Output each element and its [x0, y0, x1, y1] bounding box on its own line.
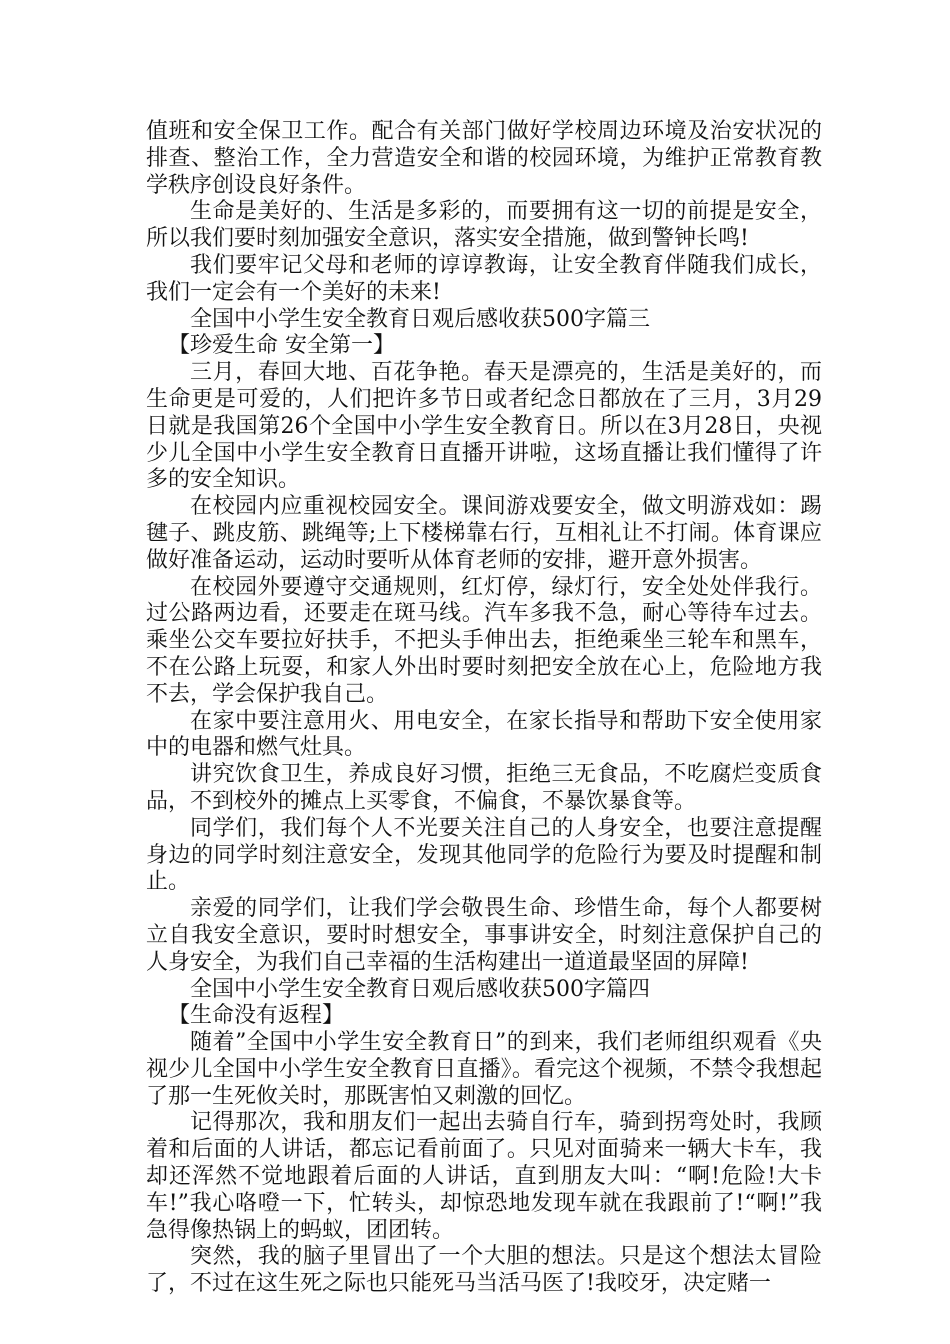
paragraph: 三月，春回大地、百花争艳。春天是漂亮的，生活是美好的，而生命更是可爱的，人们把许多节日或者纪念日都放在了三月，3月29日就是我国第26个全国中小学生安全教育日。所以在3月28日，央视少儿全国中小学生安全教育日直播开讲啦，这场直播让我们懂得了许多的安全知识。: [146, 360, 822, 493]
paragraph: 记得那次，我和朋友们一起出去骑自行车，骑到拐弯处时，我顾着和后面的人讲话，都忘记看前面了。只见对面骑来一辆大卡车，我却还浑然不觉地跟着后面的人讲话，直到朋友大叫：“啊!危险!大卡车!”我心咯噔一下，忙转头，却惊恐地发现车就在我跟前了!“啊!”我急得像热锅上的蚂蚁，团团转。: [146, 1110, 822, 1243]
section-heading: 全国中小学生安全教育日观后感收获500字篇三: [190, 306, 650, 332]
paragraph: 在校园内应重视校园安全。课间游戏要安全，做文明游戏如：踢毽子、跳皮筋、跳绳等;上下楼梯靠右行，互相礼让不打闹。体育课应做好准备运动，运动时要听从体育老师的安排，避开意外损害。: [146, 494, 822, 573]
paragraph: 随着”全国中小学生安全教育日”的到来，我们老师组织观看《央视少儿全国中小学生安全教育日直播》。看完这个视频，不禁令我想起了那一生死攸关时，那既害怕又刺激的回忆。: [146, 1030, 822, 1109]
paragraph: 亲爱的同学们，让我们学会敬畏生命、珍惜生命，每个人都要树立自我安全意识，要时时想安全，事事讲安全，时刻注意保护自己的人身安全，为我们自己幸福的生活构建出一道道最坚固的屏障!: [146, 896, 822, 975]
paragraph-continuation: 值班和安全保卫工作。配合有关部门做好学校周边环境及治安状况的排查、整治工作，全力营造安全和谐的校园环境，为维护正常教育教学秩序创设良好条件。: [146, 119, 822, 198]
section-heading: 全国中小学生安全教育日观后感收获500字篇四: [190, 976, 650, 1002]
paragraph: 讲究饮食卫生，养成良好习惯，拒绝三无食品，不吃腐烂变质食品，不到校外的摊点上买零食，不偏食，不暴饮暴食等。: [146, 762, 822, 814]
paragraph: 在家中要注意用火、用电安全，在家长指导和帮助下安全使用家中的电器和燃气灶具。: [146, 708, 822, 761]
paragraph: 突然，我的脑子里冒出了一个大胆的想法。只是这个想法太冒险了，不过在这生死之际也只能死马当活马医了!我咬牙，决定赌一: [146, 1244, 822, 1297]
document-page: [146, 119, 822, 1298]
paragraph: 在校园外要遵守交通规则，红灯停，绿灯行，安全处处伴我行。过公路两边看，还要走在斑马线。汽车多我不急，耐心等待车过去。乘坐公交车要拉好扶手，不把头手伸出去，拒绝乘坐三轮车和黑车，不在公路上玩耍，和家人外出时要时刻把安全放在心上，危险地方我不去，学会保护我自己。: [146, 574, 822, 707]
paragraph: 生命是美好的、生活是多彩的，而要拥有这一切的前提是安全，所以我们要时刻加强安全意识，落实安全措施，做到警钟长鸣!: [146, 199, 822, 252]
paragraph: 我们要牢记父母和老师的谆谆教诲，让安全教育伴随我们成长，我们一定会有一个美好的未来!: [146, 252, 822, 305]
section-subheading: 【珍爱生命 安全第一】: [168, 333, 395, 359]
paragraph: 同学们，我们每个人不光要关注自己的人身安全，也要注意提醒身边的同学时刻注意安全，发现其他同学的危险行为要及时提醒和制止。: [146, 815, 822, 895]
section-subheading: 【生命没有返程】: [168, 1003, 345, 1029]
